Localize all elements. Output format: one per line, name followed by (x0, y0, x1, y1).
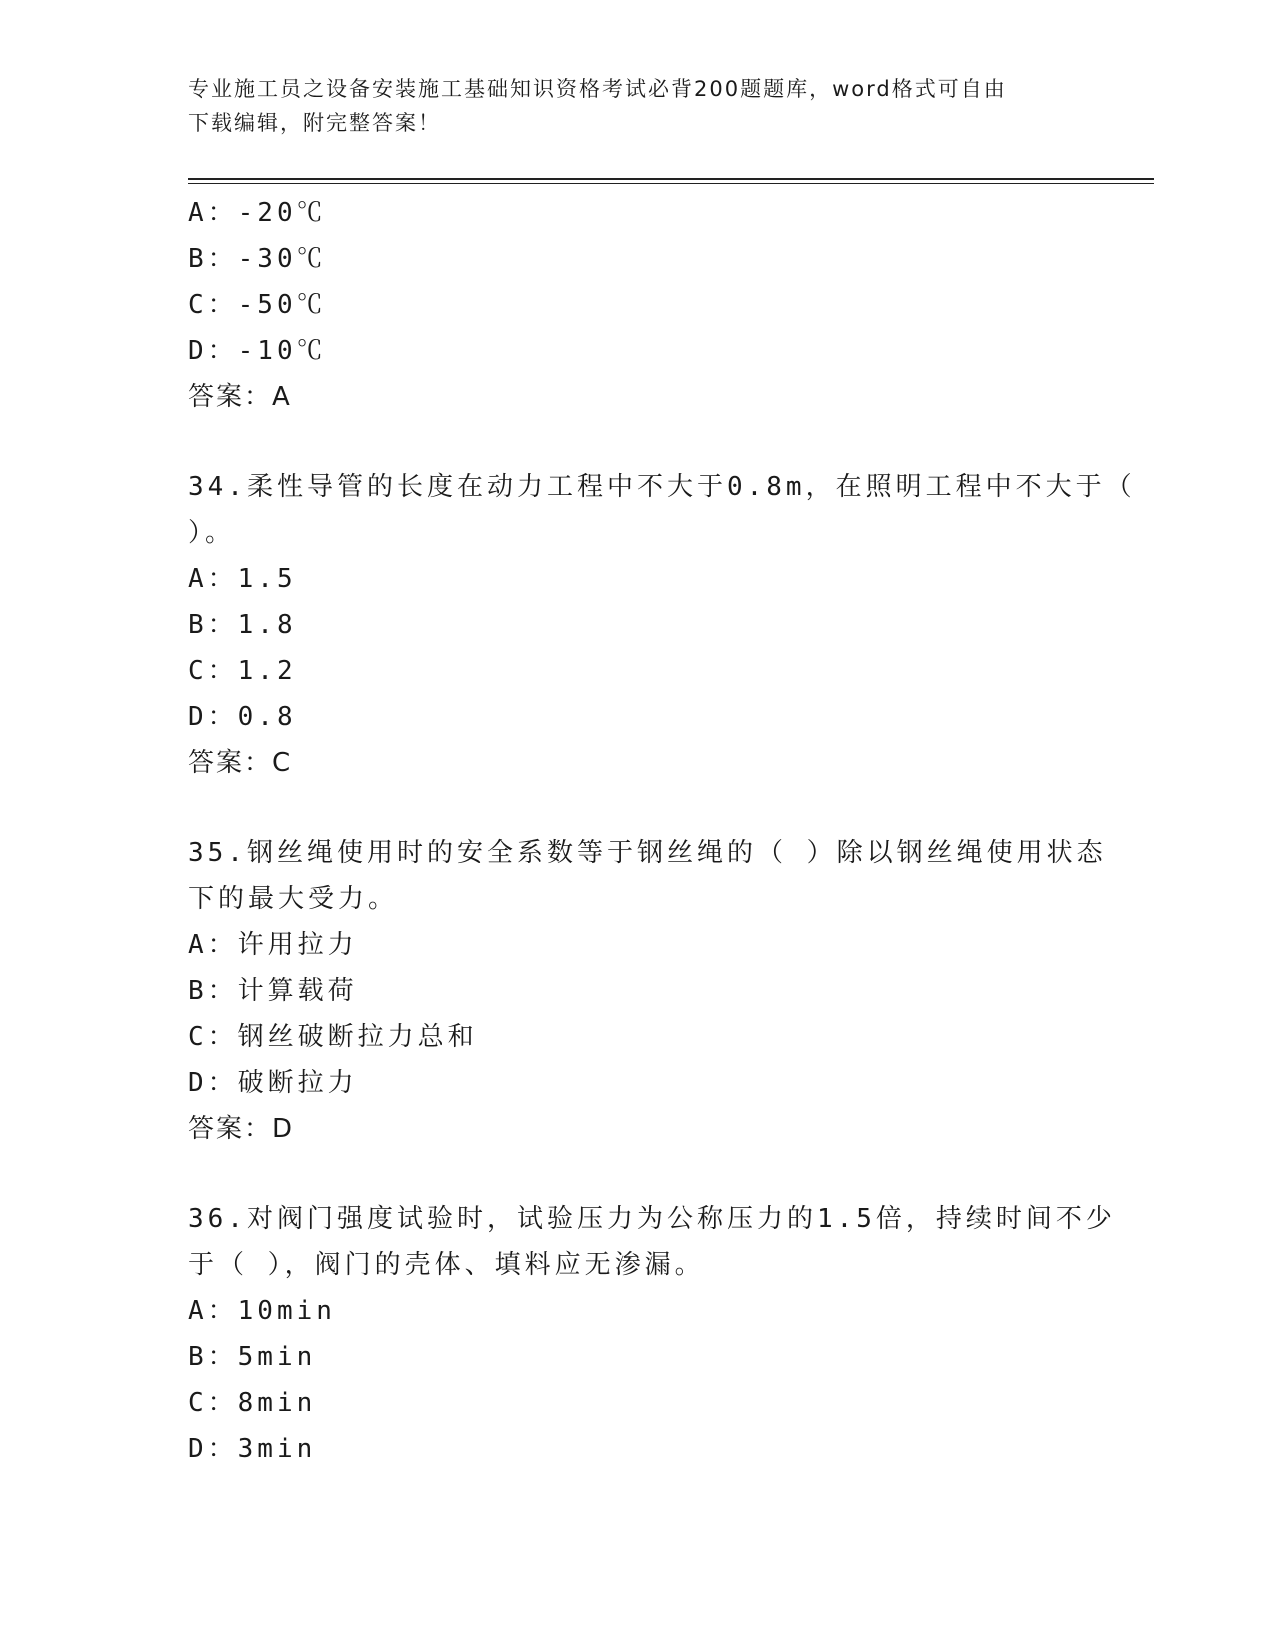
question-text-line-2: 于（ ），阀门的壳体、填料应无渗漏。 (188, 1250, 705, 1280)
answer-line: 答案：D (188, 1114, 295, 1144)
header-divider-thin (188, 183, 1154, 184)
question-36 (188, 1196, 1116, 1472)
option-b: B：计算载荷 (188, 976, 358, 1006)
option-a: A：10min (188, 1296, 336, 1326)
option-d: D：3min (188, 1434, 317, 1464)
header-line-1: 专业施工员之设备安装施工基础知识资格考试必背200题题库，word格式可自由 (188, 77, 1007, 101)
question-text-line-1: 34.柔性导管的长度在动力工程中不大于0.8m，在照明工程中不大于（ (188, 472, 1136, 502)
spacer (188, 1152, 1088, 1196)
option-c: C：8min (188, 1388, 317, 1418)
header-line-2: 下载编辑，附完整答案！ (188, 111, 441, 135)
option-b: B：-30℃ (188, 244, 327, 274)
option-c: C：钢丝破断拉力总和 (188, 1022, 478, 1052)
option-d: D：-10℃ (188, 336, 327, 366)
option-c: C：-50℃ (188, 290, 327, 320)
question-list (188, 190, 1136, 1472)
answer-line: 答案：A (188, 382, 292, 412)
spacer (188, 420, 1088, 464)
question-text (188, 464, 1136, 556)
question-text-line-2: 下的最大受力。 (188, 884, 399, 914)
question-33 (188, 190, 1088, 420)
option-d: D：0.8 (188, 702, 297, 732)
question-text-line-1: 36.对阀门强度试验时，试验压力为公称压力的1.5倍，持续时间不少 (188, 1204, 1116, 1234)
option-a: A：-20℃ (188, 198, 327, 228)
question-text (188, 830, 1107, 922)
option-c: C：1.2 (188, 656, 297, 686)
option-a: A：1.5 (188, 564, 297, 594)
question-text (188, 1196, 1116, 1288)
question-34 (188, 464, 1136, 786)
answer-line: 答案：C (188, 748, 293, 778)
option-b: B：1.8 (188, 610, 297, 640)
spacer (188, 786, 1088, 830)
question-35 (188, 830, 1107, 1152)
option-d: D：破断拉力 (188, 1068, 358, 1098)
question-text-line-1: 35.钢丝绳使用时的安全系数等于钢丝绳的（ ）除以钢丝绳使用状态 (188, 838, 1107, 868)
option-a: A：许用拉力 (188, 930, 358, 960)
option-b: B：5min (188, 1342, 317, 1372)
header-divider-thick (188, 178, 1154, 180)
question-text-line-2: ）。 (188, 518, 236, 548)
document-header (188, 72, 1068, 140)
